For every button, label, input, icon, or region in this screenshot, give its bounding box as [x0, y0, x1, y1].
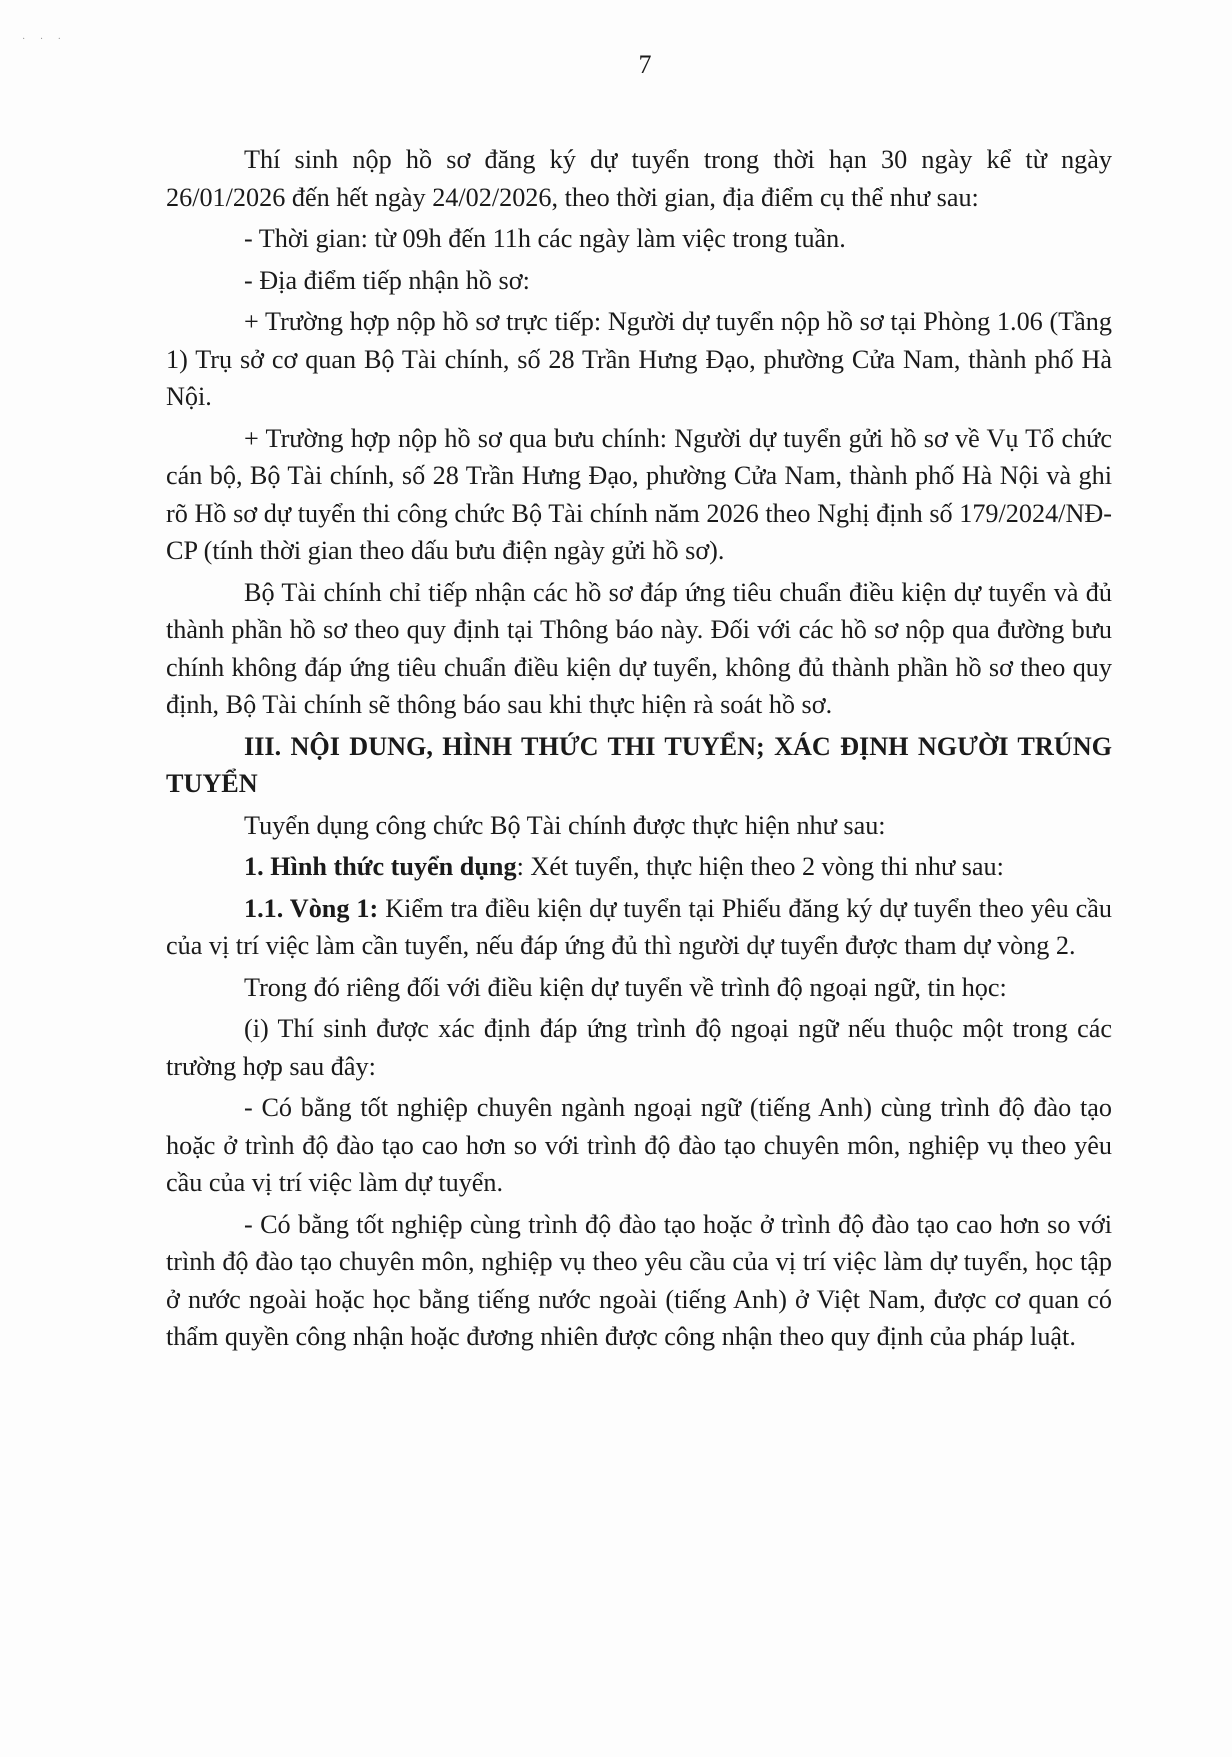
paragraph-language-it-conditions: Trong đó riêng đối với điều kiện dự tuyển về trình độ ngoại ngữ, tin học: — [244, 972, 1007, 1002]
round-1-label: 1.1. Vòng 1: — [244, 893, 379, 923]
paragraph-submission-period: Thí sinh nộp hồ sơ đăng ký dự tuyển trong thời hạn 30 ngày kể từ ngày 26/01/2026 đến hết ngày 24/02/2026, theo thời gian, địa điểm cụ thể như sau: — [166, 145, 1112, 212]
paragraph-round-1 — [166, 890, 1112, 965]
recruitment-form-text: : Xét tuyển, thực hiện theo 2 vòng thi như sau: — [516, 852, 1004, 881]
scan-artifact: · · · — [22, 34, 67, 45]
section-heading-iii: III. NỘI DUNG, HÌNH THỨC THI TUYỂN; XÁC ĐỊNH NGƯỜI TRÚNG TUYỂN — [166, 731, 1112, 798]
page-number: 7 — [638, 50, 652, 79]
document-body — [166, 141, 1112, 1360]
paragraph-submission-location: - Địa điểm tiếp nhận hồ sơ: — [244, 265, 530, 295]
paragraph-submission-time: - Thời gian: từ 09h đến 11h các ngày làm việc trong tuần. — [244, 224, 846, 253]
paragraph-postal-submission: + Trường hợp nộp hồ sơ qua bưu chính: Người dự tuyển gửi hồ sơ về Vụ Tổ chức cán bộ, Bộ Tài chính, số 28 Trần Hưng Đạo, phường Cửa Nam, thành phố Hà Nội và ghi rõ Hồ sơ dự tuyển thi công chức Bộ Tài chính năm 2026 theo Nghị định số 179/2024/NĐ-CP (tính thời gian theo dấu bưu điện ngày gửi hồ sơ). — [166, 423, 1112, 565]
paragraph-language-degree: - Có bằng tốt nghiệp chuyên ngành ngoại ngữ (tiếng Anh) cùng trình độ đào tạo hoặc ở trình độ đào tạo cao hơn so với trình độ đào tạo chuyên môn, nghiệp vụ theo yêu cầu của vị trí việc làm dự tuyển. — [166, 1093, 1112, 1197]
recruitment-form-label: 1. Hình thức tuyển dụng — [244, 852, 517, 881]
paragraph-language-criteria: (i) Thí sinh được xác định đáp ứng trình độ ngoại ngữ nếu thuộc một trong các trường hợp sau đây: — [166, 1014, 1112, 1081]
paragraph-recruitment-intro: Tuyển dụng công chức Bộ Tài chính được thực hiện như sau: — [244, 810, 886, 840]
paragraph-foreign-study: - Có bằng tốt nghiệp cùng trình độ đào tạo hoặc ở trình độ đào tạo cao hơn so với trình độ đào tạo chuyên môn, nghiệp vụ theo yêu cầu của vị trí việc làm dự tuyển, học tập ở nước ngoài hoặc học bằng tiếng nước ngoài (tiếng Anh) ở Việt Nam, được cơ quan có thẩm quyền công nhận hoặc đương nhiên được công nhận theo quy định của pháp luật. — [166, 1209, 1112, 1351]
paragraph-acceptance-note: Bộ Tài chính chỉ tiếp nhận các hồ sơ đáp ứng tiêu chuẩn điều kiện dự tuyển và đủ thành phần hồ sơ theo quy định tại Thông báo này. Đối với các hồ sơ nộp qua đường bưu chính không đáp ứng tiêu chuẩn điều kiện dự tuyển, không đủ thành phần hồ sơ theo quy định, Bộ Tài chính sẽ thông báo sau khi thực hiện rà soát hồ sơ. — [166, 577, 1112, 719]
paragraph-direct-submission: + Trường hợp nộp hồ sơ trực tiếp: Người dự tuyển nộp hồ sơ tại Phòng 1.06 (Tầng 1) Trụ sở cơ quan Bộ Tài chính, số 28 Trần Hưng Đạo, phường Cửa Nam, thành phố Hà Nội. — [166, 307, 1112, 411]
paragraph-recruitment-form — [166, 848, 1112, 886]
round-1-text: Kiểm tra điều kiện dự tuyển tại Phiếu đăng ký dự tuyển theo yêu cầu của vị trí việc làm cần tuyển, nếu đáp ứng đủ thì người dự tuyển được tham dự vòng 2. — [166, 893, 1112, 960]
